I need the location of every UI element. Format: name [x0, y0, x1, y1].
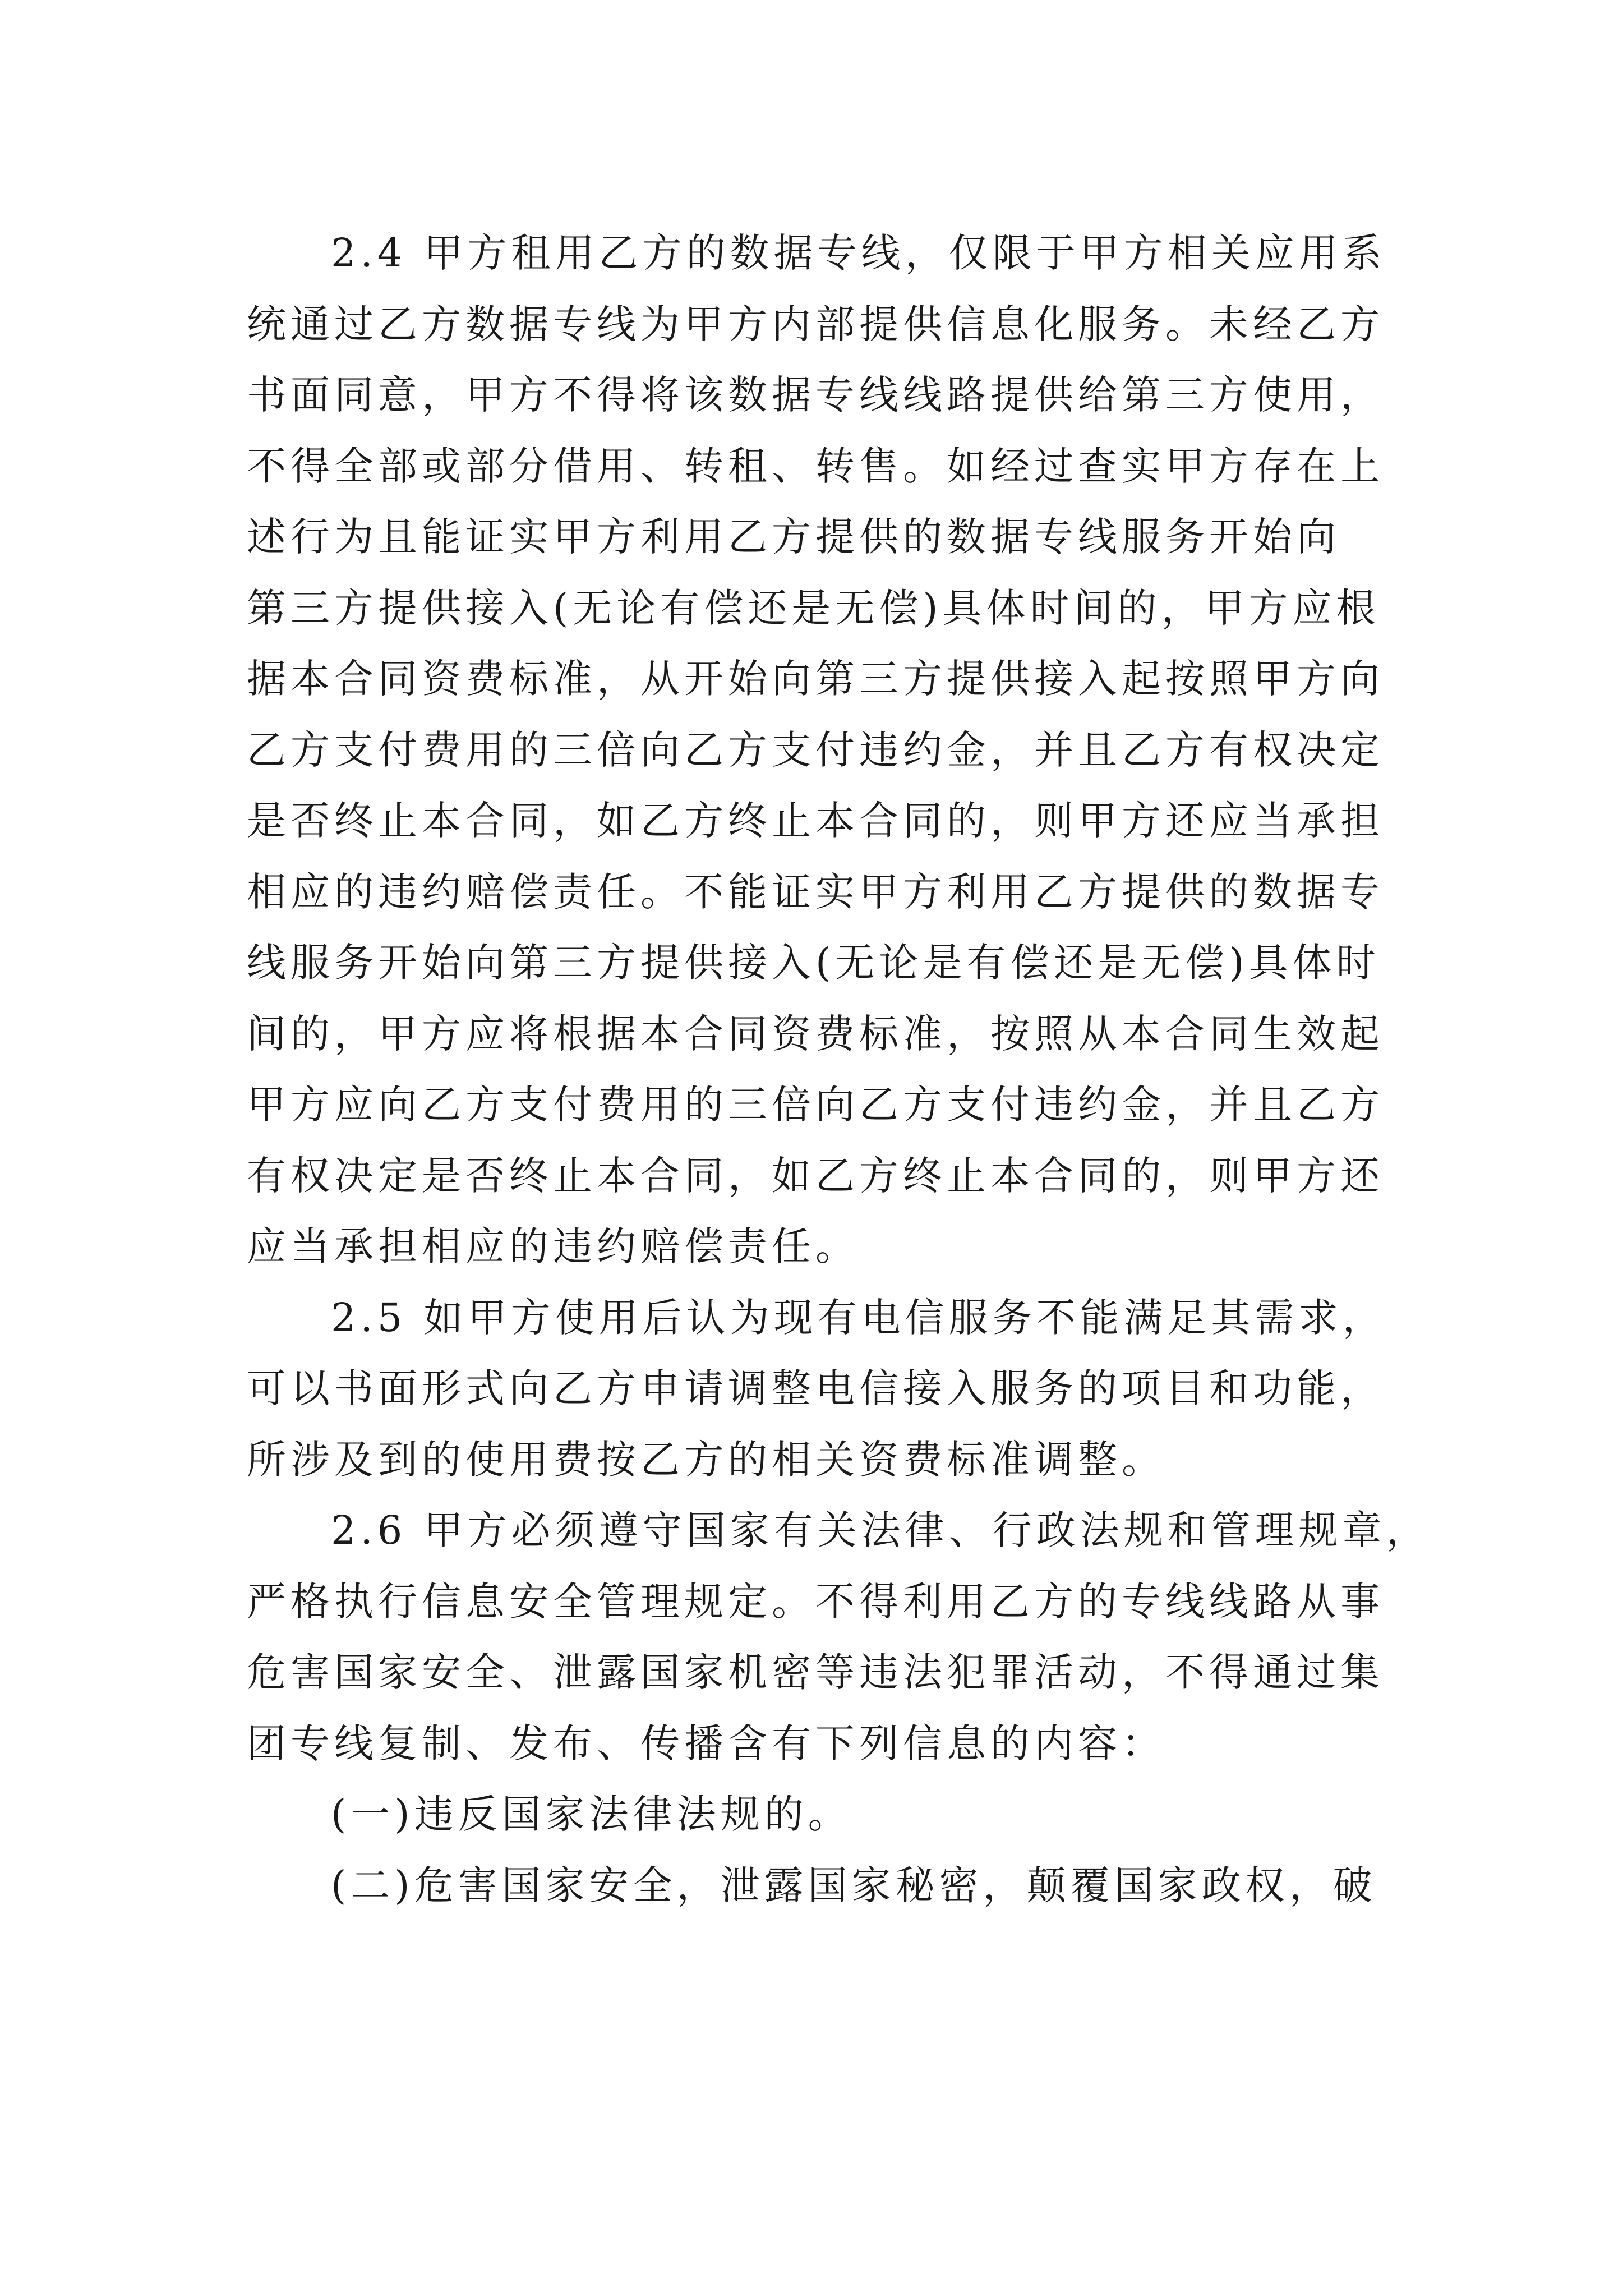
list-item-2 [247, 1850, 1391, 1921]
text-line: 甲方应向乙方支付费用的三倍向乙方支付违约金，并且乙方 [247, 1082, 1384, 1128]
text-line: 统通过乙方数据专线为甲方内部提供信息化服务。未经乙方 [247, 301, 1384, 347]
text-line: 相应的违约赔偿责任。不能证实甲方利用乙方提供的数据专 [247, 868, 1384, 915]
paragraph-2-4 [247, 218, 1391, 1282]
text-line: 2.4 甲方租用乙方的数据专线，仅限于甲方相关应用系 [331, 230, 1386, 276]
list-item-1 [247, 1779, 1391, 1850]
text-line: 不得全部或部分借用、转租、转售。如经过查实甲方存在上 [247, 443, 1384, 489]
paragraph-2-6 [247, 1495, 1430, 1779]
text-line: 述行为且能证实甲方利用乙方提供的数据专线服务开始向 [247, 514, 1340, 560]
text-line: 团专线复制、发布、传播含有下列信息的内容： [247, 1720, 1165, 1766]
text-line: 可以书面形式向乙方申请调整电信接入服务的项目和功能， [247, 1365, 1384, 1411]
text-line: 2.5 如甲方使用后认为现有电信服务不能满足其需求， [331, 1294, 1386, 1341]
text-line: 应当承担相应的违约赔偿责任。 [247, 1223, 859, 1269]
text-line: (一)违反国家法律法规的。 [331, 1791, 852, 1837]
text-line: 间的，甲方应将根据本合同资费标准，按照从本合同生效起 [247, 1010, 1384, 1057]
text-line: 书面同意，甲方不得将该数据专线线路提供给第三方使用， [247, 372, 1384, 418]
text-line: 2.6 甲方必须遵守国家有关法律、行政法规和管理规章， [331, 1507, 1430, 1553]
document-body [247, 218, 1430, 1921]
text-line: 据本合同资费标准，从开始向第三方提供接入起按照甲方向 [247, 656, 1384, 702]
text-line: 所涉及到的使用费按乙方的相关资费标准调整。 [247, 1436, 1165, 1483]
text-line: 是否终止本合同，如乙方终止本合同的，则甲方还应当承担 [247, 798, 1384, 844]
text-line: 严格执行信息安全管理规定。不得利用乙方的专线线路从事 [247, 1578, 1384, 1625]
text-line: 线服务开始向第三方提供接入(无论是有偿还是无偿)具体时 [247, 940, 1380, 986]
text-line: 第三方提供接入(无论有偿还是无偿)具体时间的，甲方应根 [247, 585, 1380, 631]
text-line: 乙方支付费用的三倍向乙方支付违约金，并且乙方有权决定 [247, 726, 1384, 773]
paragraph-2-5 [247, 1282, 1391, 1496]
text-line: 危害国家安全、泄露国家机密等违法犯罪活动，不得通过集 [247, 1649, 1384, 1695]
text-line: (二)危害国家安全，泄露国家秘密，颠覆国家政权，破 [331, 1862, 1377, 1908]
text-line: 有权决定是否终止本合同，如乙方终止本合同的，则甲方还 [247, 1152, 1384, 1199]
